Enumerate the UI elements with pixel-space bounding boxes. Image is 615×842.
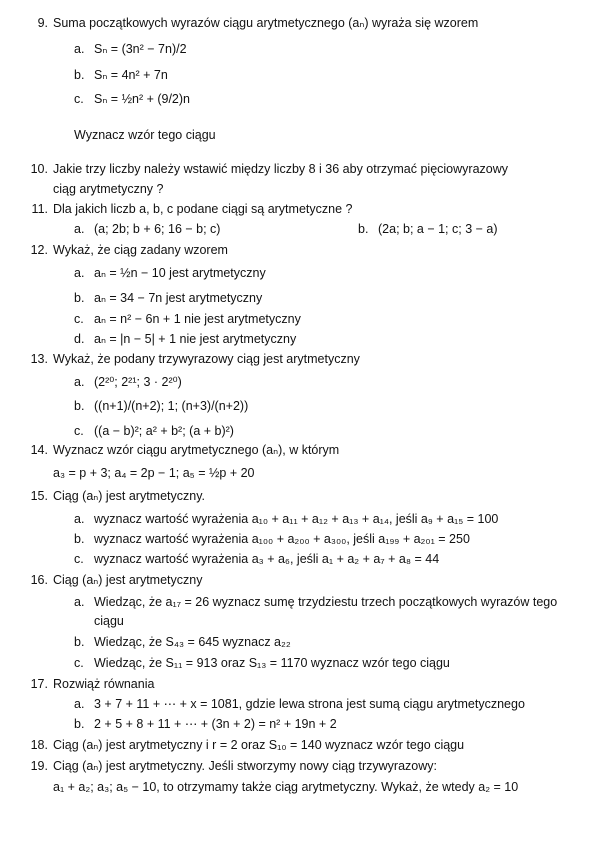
subitem-text: wyznacz wartość wyrażenia a₁₀ + a₁₁ + a₁₂ + a₁₃ + a₁₄, jeśli a₉ + a₁₅ = 100 xyxy=(94,512,499,526)
subitem-text: wyznacz wartość wyrażenia a₃ + a₆, jeśli a₁ + a₂ + a₇ + a₈ = 44 xyxy=(94,552,440,566)
subitem-letter: a. xyxy=(74,595,85,609)
exercise-text: Wyznacz wzór ciągu arytmetycznego (aₙ), w którym xyxy=(53,443,340,457)
subitem-letter: c. xyxy=(74,656,84,670)
subitem-letter: a. xyxy=(74,697,85,711)
exercise-text: Ciąg (aₙ) jest arytmetyczny i r = 2 oraz S₁₀ = 140 wyznacz wzór tego ciągu xyxy=(53,738,465,752)
subitem-letter: b. xyxy=(74,717,85,731)
subitem-text: aₙ = |n − 5| + 1 nie jest arytmetyczny xyxy=(94,332,297,346)
exercise-text: Dla jakich liczb a, b, c podane ciągi są arytmetyczne ? xyxy=(53,202,353,216)
exercise-text: Wykaż, że ciąg zadany wzorem xyxy=(53,243,228,257)
subitem-letter: b. xyxy=(74,291,85,305)
exercise-text: Wykaż, że podany trzywyrazowy ciąg jest arytmetyczny xyxy=(53,352,360,366)
subitem-text: aₙ = 34 − 7n jest arytmetyczny xyxy=(94,291,263,305)
exercise-number: 19. xyxy=(30,759,48,773)
subitem-text: Sₙ = ½n² + (9/2)n xyxy=(94,92,191,106)
exercise-number: 15. xyxy=(30,489,48,503)
exercise-number: 18. xyxy=(30,738,48,752)
subitem-letter: a. xyxy=(74,42,85,56)
subitem-text: Wiedząc, że a₁₇ = 26 wyznacz sumę trzydziestu trzech początkowych wyrazów tego xyxy=(94,595,558,609)
subitem-text: ciągu xyxy=(94,614,124,628)
subitem-text: Sₙ = 4n² + 7n xyxy=(94,68,168,82)
subitem-text: aₙ = n² − 6n + 1 nie jest arytmetyczny xyxy=(94,312,301,326)
subitem-text: wyznacz wartość wyrażenia a₁₀₀ + a₂₀₀ + a₃₀₀, jeśli a₁₉₉ + a₂₀₁ = 250 xyxy=(94,532,470,546)
subitem-text: ((a − b)²; a² + b²; (a + b)²) xyxy=(94,424,234,438)
subitem-letter: c. xyxy=(74,424,84,438)
exercise-text: Ciąg (aₙ) jest arytmetyczny. xyxy=(53,489,206,503)
subitem-text: (2²⁰; 2²¹; 3 · 2²⁰) xyxy=(94,375,182,389)
continuation-text: a₁ + a₂; a₃; a₅ − 10, to otrzymamy także ciąg arytmetyczny. Wykaż, że wtedy a₂ = 10 xyxy=(53,780,519,794)
exercise-text: Ciąg (aₙ) jest arytmetyczny xyxy=(53,573,203,587)
exercise-text: Rozwiąż równania xyxy=(53,677,155,691)
subitem-letter: a. xyxy=(74,266,85,280)
exercise-number: 12. xyxy=(30,243,48,257)
subitem-text: ((n+1)/(n+2); 1; (n+3)/(n+2)) xyxy=(94,399,249,413)
subitem-letter: d. xyxy=(74,332,85,346)
subitem-letter: c. xyxy=(74,312,84,326)
continuation-text: a₃ = p + 3; a₄ = 2p − 1; a₅ = ½p + 20 xyxy=(53,466,255,480)
subitem-letter: a. xyxy=(74,375,85,389)
subitem-letter: a. xyxy=(74,222,85,236)
subitem-text: aₙ = ½n − 10 jest arytmetyczny xyxy=(94,266,266,280)
subitem-letter: b. xyxy=(358,222,369,236)
subitem-letter: b. xyxy=(74,532,85,546)
exercise-text: Jakie trzy liczby należy wstawić między liczby 8 i 36 aby otrzymać pięciowyrazowy xyxy=(53,162,509,176)
subitem-text: Sₙ = (3n² − 7n)/2 xyxy=(94,42,187,56)
exercise-number: 17. xyxy=(30,677,48,691)
subitem-text: (a; 2b; b + 6; 16 − b; c) xyxy=(94,222,221,236)
exercise-number: 13. xyxy=(30,352,48,366)
continuation-text: ciąg arytmetyczny ? xyxy=(53,182,164,196)
exercise-text: Suma początkowych wyrazów ciągu arytmetycznego (aₙ) wyraża się wzorem xyxy=(53,16,479,30)
subitem-letter: a. xyxy=(74,512,85,526)
continuation-text: Wyznacz wzór tego ciągu xyxy=(74,128,216,142)
subitem-text: Wiedząc, że S₁₁ = 913 oraz S₁₃ = 1170 wyznacz wzór tego ciągu xyxy=(94,656,450,670)
exercise-number: 9. xyxy=(37,16,48,30)
subitem-letter: c. xyxy=(74,92,84,106)
subitem-letter: b. xyxy=(74,68,85,82)
subitem-letter: b. xyxy=(74,635,85,649)
subitem-letter: b. xyxy=(74,399,85,413)
exercise-number: 11. xyxy=(31,202,48,216)
exercise-number: 10. xyxy=(30,162,48,176)
exercise-number: 16. xyxy=(30,573,48,587)
subitem-text: Wiedząc, że S₄₃ = 645 wyznacz a₂₂ xyxy=(94,635,291,649)
exercise-text: Ciąg (aₙ) jest arytmetyczny. Jeśli stworzymy nowy ciąg trzywyrazowy: xyxy=(53,759,437,773)
subitem-text: 2 + 5 + 8 + 11 + ⋯ + (3n + 2) = n² + 19n + 2 xyxy=(94,717,337,731)
subitem-text: (2a; b; a − 1; c; 3 − a) xyxy=(378,222,498,236)
subitem-text: 3 + 7 + 11 + ⋯ + x = 1081, gdzie lewa strona jest sumą ciągu arytmetycznego xyxy=(94,697,525,711)
subitem-letter: c. xyxy=(74,552,84,566)
exercise-number: 14. xyxy=(30,443,48,457)
